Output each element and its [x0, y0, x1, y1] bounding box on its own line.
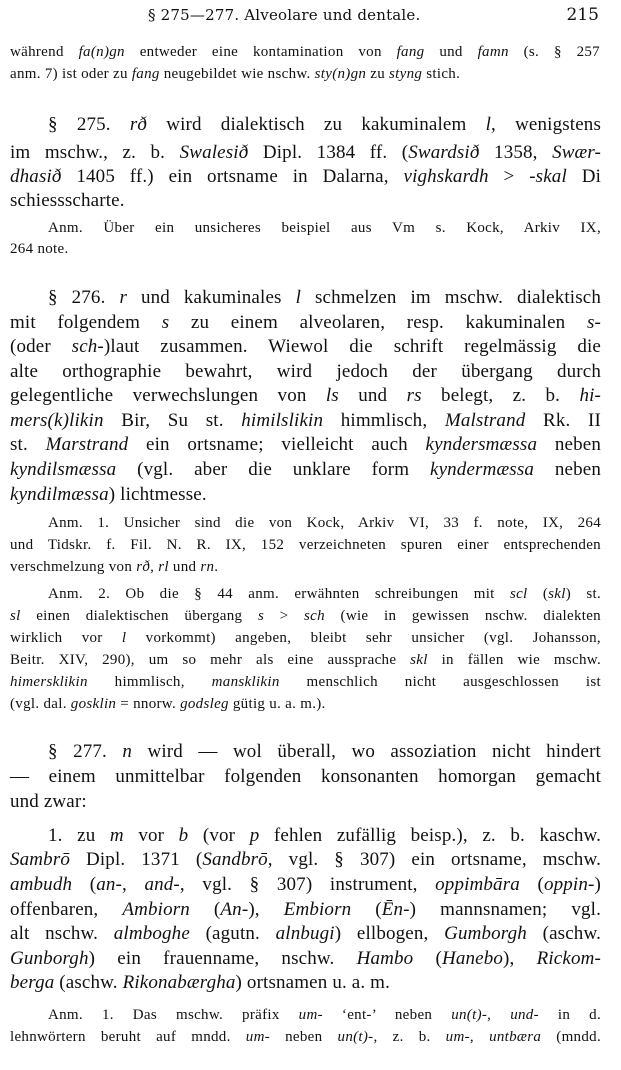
- text-line: im mschw., z. b. Swalesið Dipl. 1384 ff. (Swardsið 1358, Swær-: [10, 142, 601, 163]
- annotation-line: Anm. 2. Ob die § 44 anm. erwähnten schreibungen mit scl (skl) st.: [48, 586, 602, 602]
- text-line: während fa(n)gn entweder eine kontamination von fang und famn (s. § 257: [10, 44, 600, 60]
- text-line: alt nschw. almboghe (agutn. alnbugi) ellbogen, Gumborgh (aschw.: [10, 923, 601, 944]
- annotation-line: Anm. 1. Das mschw. präfix um- ‘ent-’ neben un(t)-, und- in d.: [48, 1007, 602, 1023]
- text-line: — einem unmittelbar folgenden konsonanten homorgan gemacht: [10, 766, 601, 787]
- page-number: 215: [566, 5, 599, 25]
- section-heading-277: § 277. n wird — wol überall, wo assoziation nicht hindert: [48, 741, 601, 762]
- text-line: anm. 7) ist oder zu fang neugebildet wie nschw. sty(n)gn zu styng stich.: [10, 66, 461, 82]
- text-line: dhasið 1405 ff.) ein ortsname in Dalarna, vighskardh > -skal Di: [10, 166, 601, 187]
- text-line: Gunborgh) ein frauenname, nschw. Hambo (Hanebo), Rickom-: [10, 948, 601, 969]
- annotation-line: Beitr. XIV, 290), um so mehr als eine aussprache skl in fällen wie mschw.: [10, 652, 601, 668]
- section-heading-276: § 276. r und kakuminales l schmelzen im mschw. dialektisch: [48, 287, 601, 308]
- annotation-line: verschmelzung von rð, rl und rn.: [10, 559, 219, 575]
- section-heading-275: § 275. rð wird dialektisch zu kakuminalem l, wenigstens: [48, 114, 601, 135]
- annotation-line: 264 note.: [10, 241, 69, 257]
- text-line: Sambrō Dipl. 1371 (Sandbrō, vgl. § 307) ein ortsname, mschw.: [10, 849, 601, 870]
- text-line: berga (aschw. Rikonabærgha) ortsnamen u. a. m.: [10, 972, 390, 993]
- text-line: mit folgendem s zu einem alveolaren, resp. kakuminalen s-: [10, 312, 602, 333]
- annotation-line: himersklikin himmlisch, mansklikin menschlich nicht ausgeschlossen ist: [10, 674, 601, 690]
- text-line: kyndilmæssa) lichtmesse.: [10, 484, 207, 505]
- running-header: [0, 6, 621, 30]
- annotation-line: wirklich vor l vorkommt) angeben, bleibt sehr unsicher (vgl. Johansson,: [10, 630, 601, 646]
- annotation-line: und Tidskr. f. Fil. N. R. IX, 152 verzeichneten spuren einer entsprechenden: [10, 537, 601, 553]
- text-line: kyndilsmæssa (vgl. aber die unklare form kyndermæssa neben: [10, 459, 601, 480]
- text-line: mers(k)likin Bir, Su st. himilslikin himmlisch, Malstrand Rk. II: [10, 410, 601, 431]
- annotation-line: Anm. Über ein unsicheres beispiel aus Vm s. Kock, Arkiv IX,: [48, 220, 601, 236]
- annotation-line: sl einen dialektischen übergang s > sch (wie in gewissen nschw. dialekten: [10, 608, 601, 624]
- text-line: st. Marstrand ein ortsname; vielleicht auch kyndersmæssa neben: [10, 434, 601, 455]
- annotation-line: (vgl. dal. gosklin = nnorw. godsleg gütig u. a. m.).: [10, 696, 326, 712]
- text-line: gelegentliche verwechslungen von ls und rs belegt, z. b. hi-: [10, 385, 602, 406]
- text-line: (oder sch-)laut zusammen. Wiewol die schrift regelmässig die: [10, 336, 601, 357]
- text-line: schiessscharte.: [10, 190, 125, 211]
- text-line: offenbaren, Ambiorn (An-), Embiorn (Ēn-) mannsnamen; vgl.: [10, 899, 601, 920]
- annotation-line: Anm. 1. Unsicher sind die von Kock, Arkiv VI, 33 f. note, IX, 264: [48, 515, 601, 531]
- running-title: § 275—277. Alveolare und dentale.: [148, 6, 421, 24]
- text-line: ambudh (an-, and-, vgl. § 307) instrument, oppimbāra (oppin-): [10, 874, 601, 895]
- list-item-1: 1. zu m vor b (vor p fehlen zufällig beisp.), z. b. kaschw.: [48, 825, 602, 846]
- annotation-line: lehnwörtern beruht auf mndd. um- neben un(t)-, z. b. um-, untbæra (mndd.: [10, 1029, 601, 1045]
- text-line: und zwar:: [10, 791, 87, 812]
- text-line: alte orthographie bewahrt, wird jedoch der übergang durch: [10, 361, 601, 382]
